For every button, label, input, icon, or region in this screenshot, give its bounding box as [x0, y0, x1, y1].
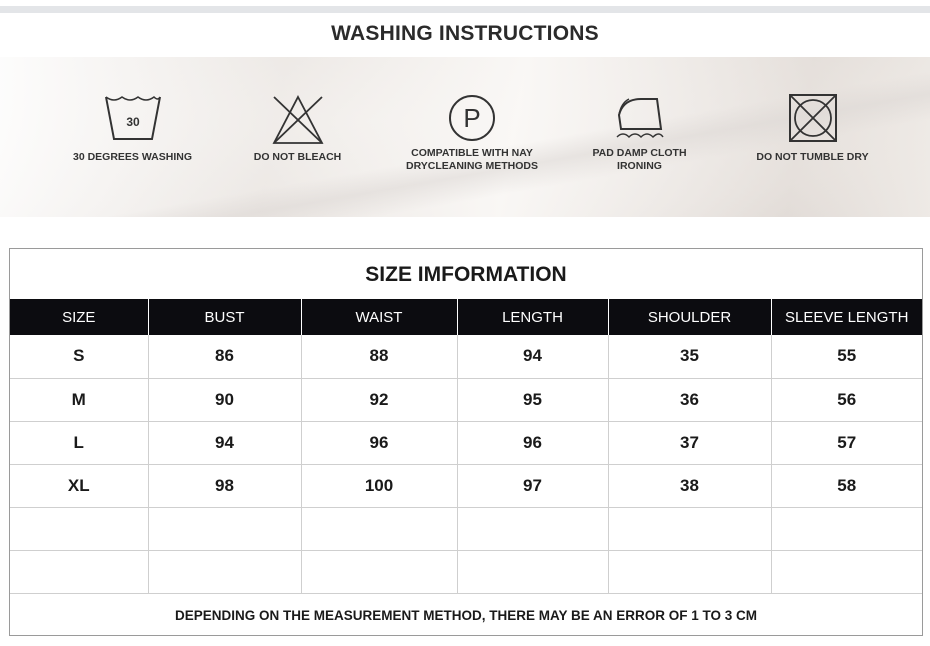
size-table — [10, 299, 922, 594]
care-label-iron-line1: PAD DAMP CLOTH — [592, 147, 687, 159]
care-item-no-bleach — [230, 57, 365, 217]
cell-length: 94 — [457, 335, 608, 378]
care-label-wash-30: 30 DEGREES WASHING — [72, 151, 193, 163]
cell-empty — [148, 550, 301, 593]
cell-size: S — [10, 335, 148, 378]
care-label-dry-clean — [392, 147, 552, 173]
cell-waist: 92 — [301, 378, 457, 421]
table-row — [10, 464, 922, 507]
cell-waist: 96 — [301, 421, 457, 464]
cell-size: L — [10, 421, 148, 464]
cell-length: 96 — [457, 421, 608, 464]
care-item-no-tumble-dry — [740, 57, 885, 217]
no-tumble-dry-icon — [786, 91, 840, 145]
measurement-footnote: DEPENDING ON THE MEASUREMENT METHOD, THERE MAY BE AN ERROR OF 1 TO 3 CM — [174, 608, 758, 623]
cell-bust: 86 — [148, 335, 301, 378]
iron-icon — [613, 93, 667, 141]
header-bust: BUST — [148, 299, 301, 335]
table-row — [10, 378, 922, 421]
cell-bust: 90 — [148, 378, 301, 421]
care-item-iron — [572, 57, 707, 217]
header-shoulder: SHOULDER — [608, 299, 771, 335]
header-length: LENGTH — [457, 299, 608, 335]
care-label-dry-clean-line2: DRYCLEANING METHODS — [405, 160, 539, 172]
cell-sleeve-length: 58 — [771, 464, 922, 507]
table-row-empty — [10, 507, 922, 550]
cell-empty — [148, 507, 301, 550]
care-label-iron — [572, 147, 707, 173]
size-title: SIZE IMFORMATION — [365, 263, 567, 286]
dry-clean-letter: P — [463, 103, 481, 133]
cell-bust: 98 — [148, 464, 301, 507]
dry-clean-p-icon — [447, 93, 497, 143]
care-label-iron-line2: IRONING — [617, 160, 662, 172]
care-label-dry-clean-line1: COMPATIBLE WITH NAY — [411, 147, 533, 159]
size-table-header-row — [10, 299, 922, 335]
cell-shoulder: 35 — [608, 335, 771, 378]
cell-sleeve-length: 56 — [771, 378, 922, 421]
cell-empty — [457, 507, 608, 550]
header-sleeve-length: SLEEVE LENGTH — [771, 299, 922, 335]
cell-length: 97 — [457, 464, 608, 507]
wash-tub-icon — [102, 93, 164, 141]
cell-empty — [10, 507, 148, 550]
cell-waist: 100 — [301, 464, 457, 507]
no-bleach-icon — [270, 93, 326, 147]
care-item-dry-clean — [392, 57, 552, 217]
washing-title: WASHING INSTRUCTIONS — [331, 22, 599, 45]
cell-shoulder: 36 — [608, 378, 771, 421]
care-label-no-bleach: DO NOT BLEACH — [253, 151, 342, 163]
cell-sleeve-length: 55 — [771, 335, 922, 378]
top-divider — [0, 6, 930, 13]
header-size: SIZE — [10, 299, 148, 335]
washing-instructions-band — [0, 57, 930, 217]
cell-bust: 94 — [148, 421, 301, 464]
cell-empty — [457, 550, 608, 593]
cell-length: 95 — [457, 378, 608, 421]
cell-sleeve-length: 57 — [771, 421, 922, 464]
cell-empty — [608, 550, 771, 593]
care-item-wash-30 — [55, 57, 210, 217]
cell-empty — [771, 507, 922, 550]
cell-empty — [608, 507, 771, 550]
cell-empty — [301, 550, 457, 593]
wash-temperature-text: 30 — [125, 115, 140, 129]
table-row — [10, 335, 922, 378]
header-waist: WAIST — [301, 299, 457, 335]
cell-shoulder: 38 — [608, 464, 771, 507]
cell-empty — [301, 507, 457, 550]
cell-shoulder: 37 — [608, 421, 771, 464]
cell-empty — [771, 550, 922, 593]
table-row-empty — [10, 550, 922, 593]
cell-size: M — [10, 378, 148, 421]
care-label-no-tumble-dry: DO NOT TUMBLE DRY — [756, 151, 869, 163]
cell-waist: 88 — [301, 335, 457, 378]
cell-size: XL — [10, 464, 148, 507]
cell-empty — [10, 550, 148, 593]
table-row — [10, 421, 922, 464]
size-information-panel — [9, 248, 923, 636]
